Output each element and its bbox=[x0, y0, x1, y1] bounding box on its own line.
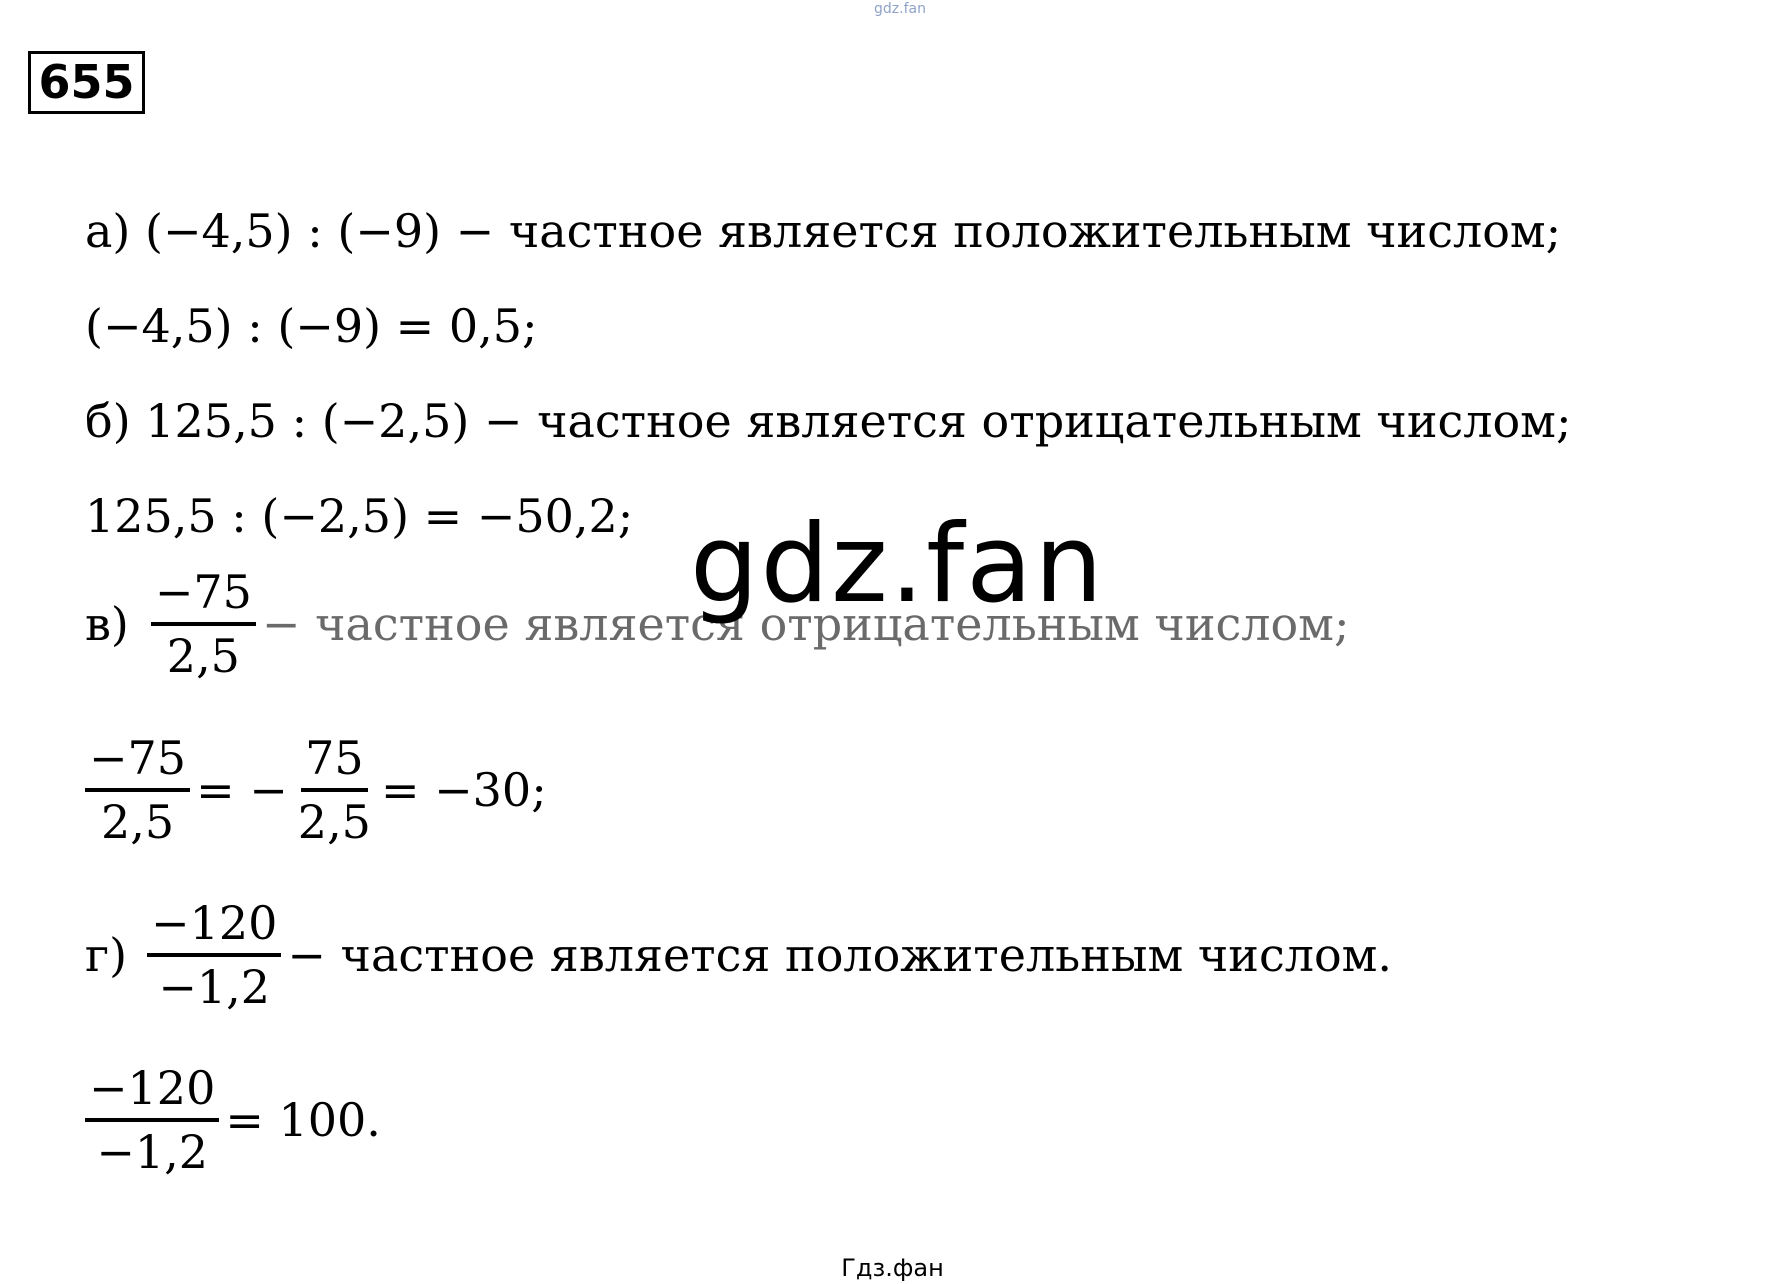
line-b-statement: б) 125,5 : (−2,5) − частное является отрицательным числом; bbox=[85, 394, 1572, 448]
fraction-numerator: 75 bbox=[301, 732, 368, 792]
item-label-v: в) bbox=[85, 597, 129, 651]
fraction-numerator: −75 bbox=[85, 732, 190, 792]
fraction-denominator: −1,2 bbox=[158, 960, 271, 1014]
fraction-g-eq bbox=[85, 1062, 219, 1178]
fraction-denominator: 2,5 bbox=[100, 795, 175, 849]
equation-sign: = − bbox=[196, 763, 288, 817]
fraction-numerator: −75 bbox=[151, 566, 256, 626]
fraction-v-right bbox=[294, 732, 375, 848]
line-a-statement: а) (−4,5) : (−9) − частное является положительным числом; bbox=[85, 204, 1562, 258]
line-a-equation: (−4,5) : (−9) = 0,5; bbox=[85, 299, 538, 353]
fraction-v-left bbox=[85, 732, 190, 848]
fraction-numerator: −120 bbox=[147, 897, 281, 957]
fraction-denominator: 2,5 bbox=[166, 629, 240, 683]
center-watermark: gdz.fan bbox=[690, 502, 1105, 627]
task-number: 655 bbox=[28, 51, 145, 114]
line-v-equation bbox=[85, 732, 547, 848]
line-g-statement bbox=[85, 897, 1392, 1013]
fraction-numerator: −120 bbox=[85, 1062, 219, 1122]
equation-result: = 100. bbox=[225, 1093, 381, 1147]
line-g-equation bbox=[85, 1062, 381, 1178]
fraction-denominator: −1,2 bbox=[96, 1125, 209, 1179]
fraction-g bbox=[147, 897, 281, 1013]
line-b-equation: 125,5 : (−2,5) = −50,2; bbox=[85, 489, 634, 543]
top-watermark: gdz.fan bbox=[874, 1, 926, 17]
item-label-g: г) bbox=[85, 928, 128, 982]
fraction-v bbox=[151, 566, 256, 682]
footer-watermark: Гдз.фан bbox=[841, 1254, 944, 1282]
fraction-denominator: 2,5 bbox=[297, 795, 371, 849]
statement-text-v: − частное является отрицательным числом; bbox=[261, 597, 1350, 651]
equation-result: = −30; bbox=[380, 763, 547, 817]
statement-text-g: − частное является положительным числом. bbox=[287, 928, 1393, 982]
